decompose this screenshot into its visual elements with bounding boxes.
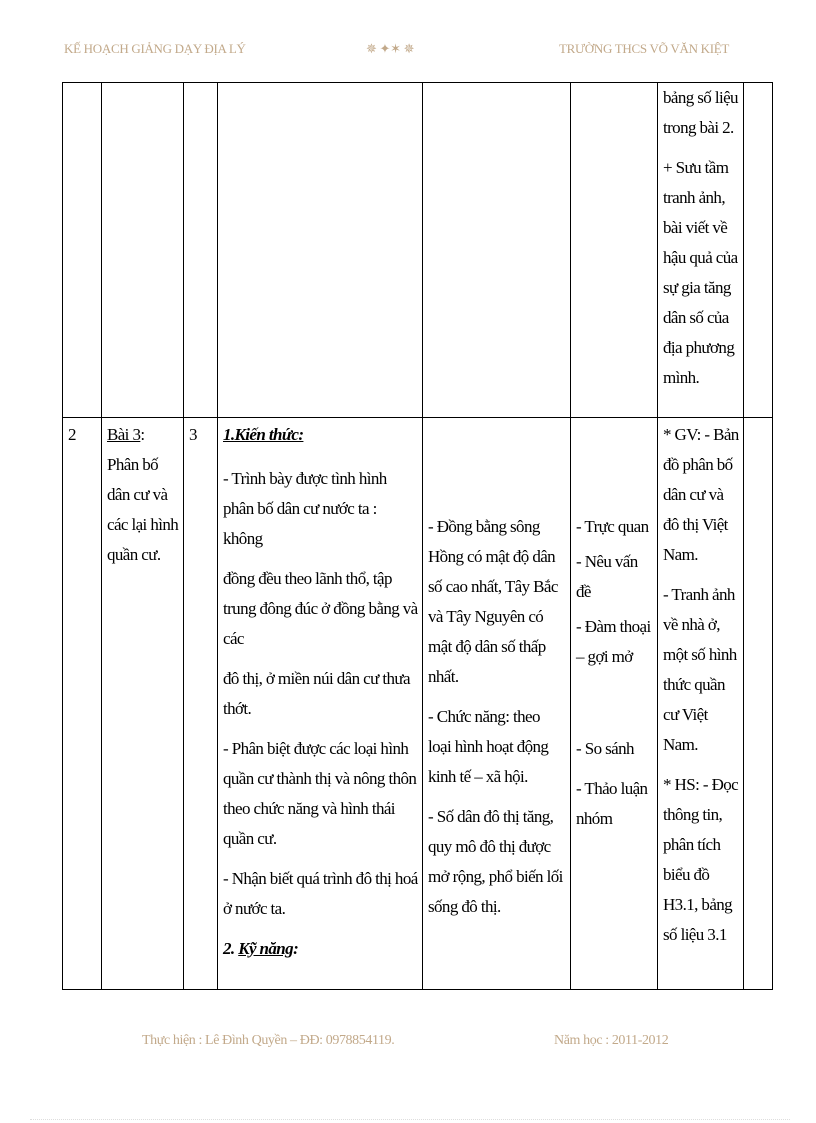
footer-school-year: Năm học : 2011-2012 — [554, 1033, 669, 1048]
cell-notes — [744, 83, 773, 418]
lesson-title: : Phân bố dân cư và các lại hình quần cư. — [107, 425, 179, 564]
content-item: - Chức năng: theo loại hình hoạt động kinh tế – xã hội. — [428, 707, 549, 786]
materials-item: + Sưu tầm tranh ảnh, bài viết về hậu quả của sự gia tăng dân số của địa phương mình. — [663, 158, 738, 387]
lesson-label: Bài 3 — [107, 425, 141, 444]
header-title: KẾ HOẠCH GIẢNG DẠY ĐỊA LÝ — [64, 41, 246, 56]
objective-item: đô thị, ở miền núi dân cư thưa thớt. — [223, 669, 410, 718]
header-ornament: ✵ ✦✶ ✵ — [366, 41, 415, 56]
content-item: - Số dân đô thị tăng, quy mô đô thị được mở rộng, phổ biến lối sống đô thị. — [428, 807, 563, 916]
cell-materials — [658, 418, 744, 990]
header-school: TRƯỜNG THCS VÕ VĂN KIỆT — [559, 41, 730, 56]
cell-objectives — [218, 83, 423, 418]
cell-week — [63, 83, 102, 418]
method-item: - Nêu vấn đề — [576, 552, 638, 601]
cell-periods: 3 — [184, 418, 218, 990]
cell-methods — [571, 83, 658, 418]
footer-author: Thực hiện : Lê Đình Quyền – ĐĐ: 0978854119. — [142, 1033, 395, 1048]
materials-item: - Tranh ảnh về nhà ở, một số hình thức quần cư Việt Nam. — [663, 585, 737, 754]
skills-heading: 2. Kỹ năng: — [223, 939, 299, 958]
objective-item: - Nhận biết quá trình đô thị hoá ở nước ta. — [223, 869, 418, 918]
materials-item: * HS: - Đọc thông tin, phân tích biểu đồ H3.1, bảng số liệu 3.1 — [663, 775, 739, 944]
objective-item: - Trình bày được tình hình phân bố dân cư nước ta : không — [223, 469, 387, 548]
cell-methods — [571, 418, 658, 990]
method-item: - Đàm thoại – gợi mở — [576, 617, 651, 666]
lesson-plan-table — [62, 82, 773, 990]
method-item: - Trực quan — [576, 517, 649, 536]
cell-materials — [658, 83, 744, 418]
objective-item: - Phân biệt được các loại hình quần cư thành thị và nông thôn theo chức năng và hình thái quần cư. — [223, 739, 417, 848]
objective-item: đồng đều theo lãnh thổ, tập trung đông đúc ở đồng bằng và các — [223, 569, 418, 648]
page-bottom-divider — [30, 1119, 790, 1120]
cell-periods — [184, 83, 218, 418]
content-item: - Đồng bằng sông Hồng có mật độ dân số cao nhất, Tây Bắc và Tây Nguyên có mật độ dân số thấp nhất. — [428, 517, 558, 686]
cell-content — [423, 83, 571, 418]
materials-item: bảng số liệu trong bài 2. — [663, 88, 738, 137]
cell-content — [423, 418, 571, 990]
cell-objectives — [218, 418, 423, 990]
method-item: - So sánh — [576, 739, 634, 758]
table-row — [63, 418, 773, 990]
materials-item: * GV: - Bản đồ phân bố dân cư và đô thị Việt Nam. — [663, 425, 739, 564]
method-item: - Thảo luận nhóm — [576, 779, 648, 828]
knowledge-heading: 1.Kiến thức: — [223, 425, 304, 444]
cell-lesson — [102, 83, 184, 418]
table-row — [63, 83, 773, 418]
cell-week: 2 — [63, 418, 102, 990]
cell-lesson — [102, 418, 184, 990]
cell-notes — [744, 418, 773, 990]
